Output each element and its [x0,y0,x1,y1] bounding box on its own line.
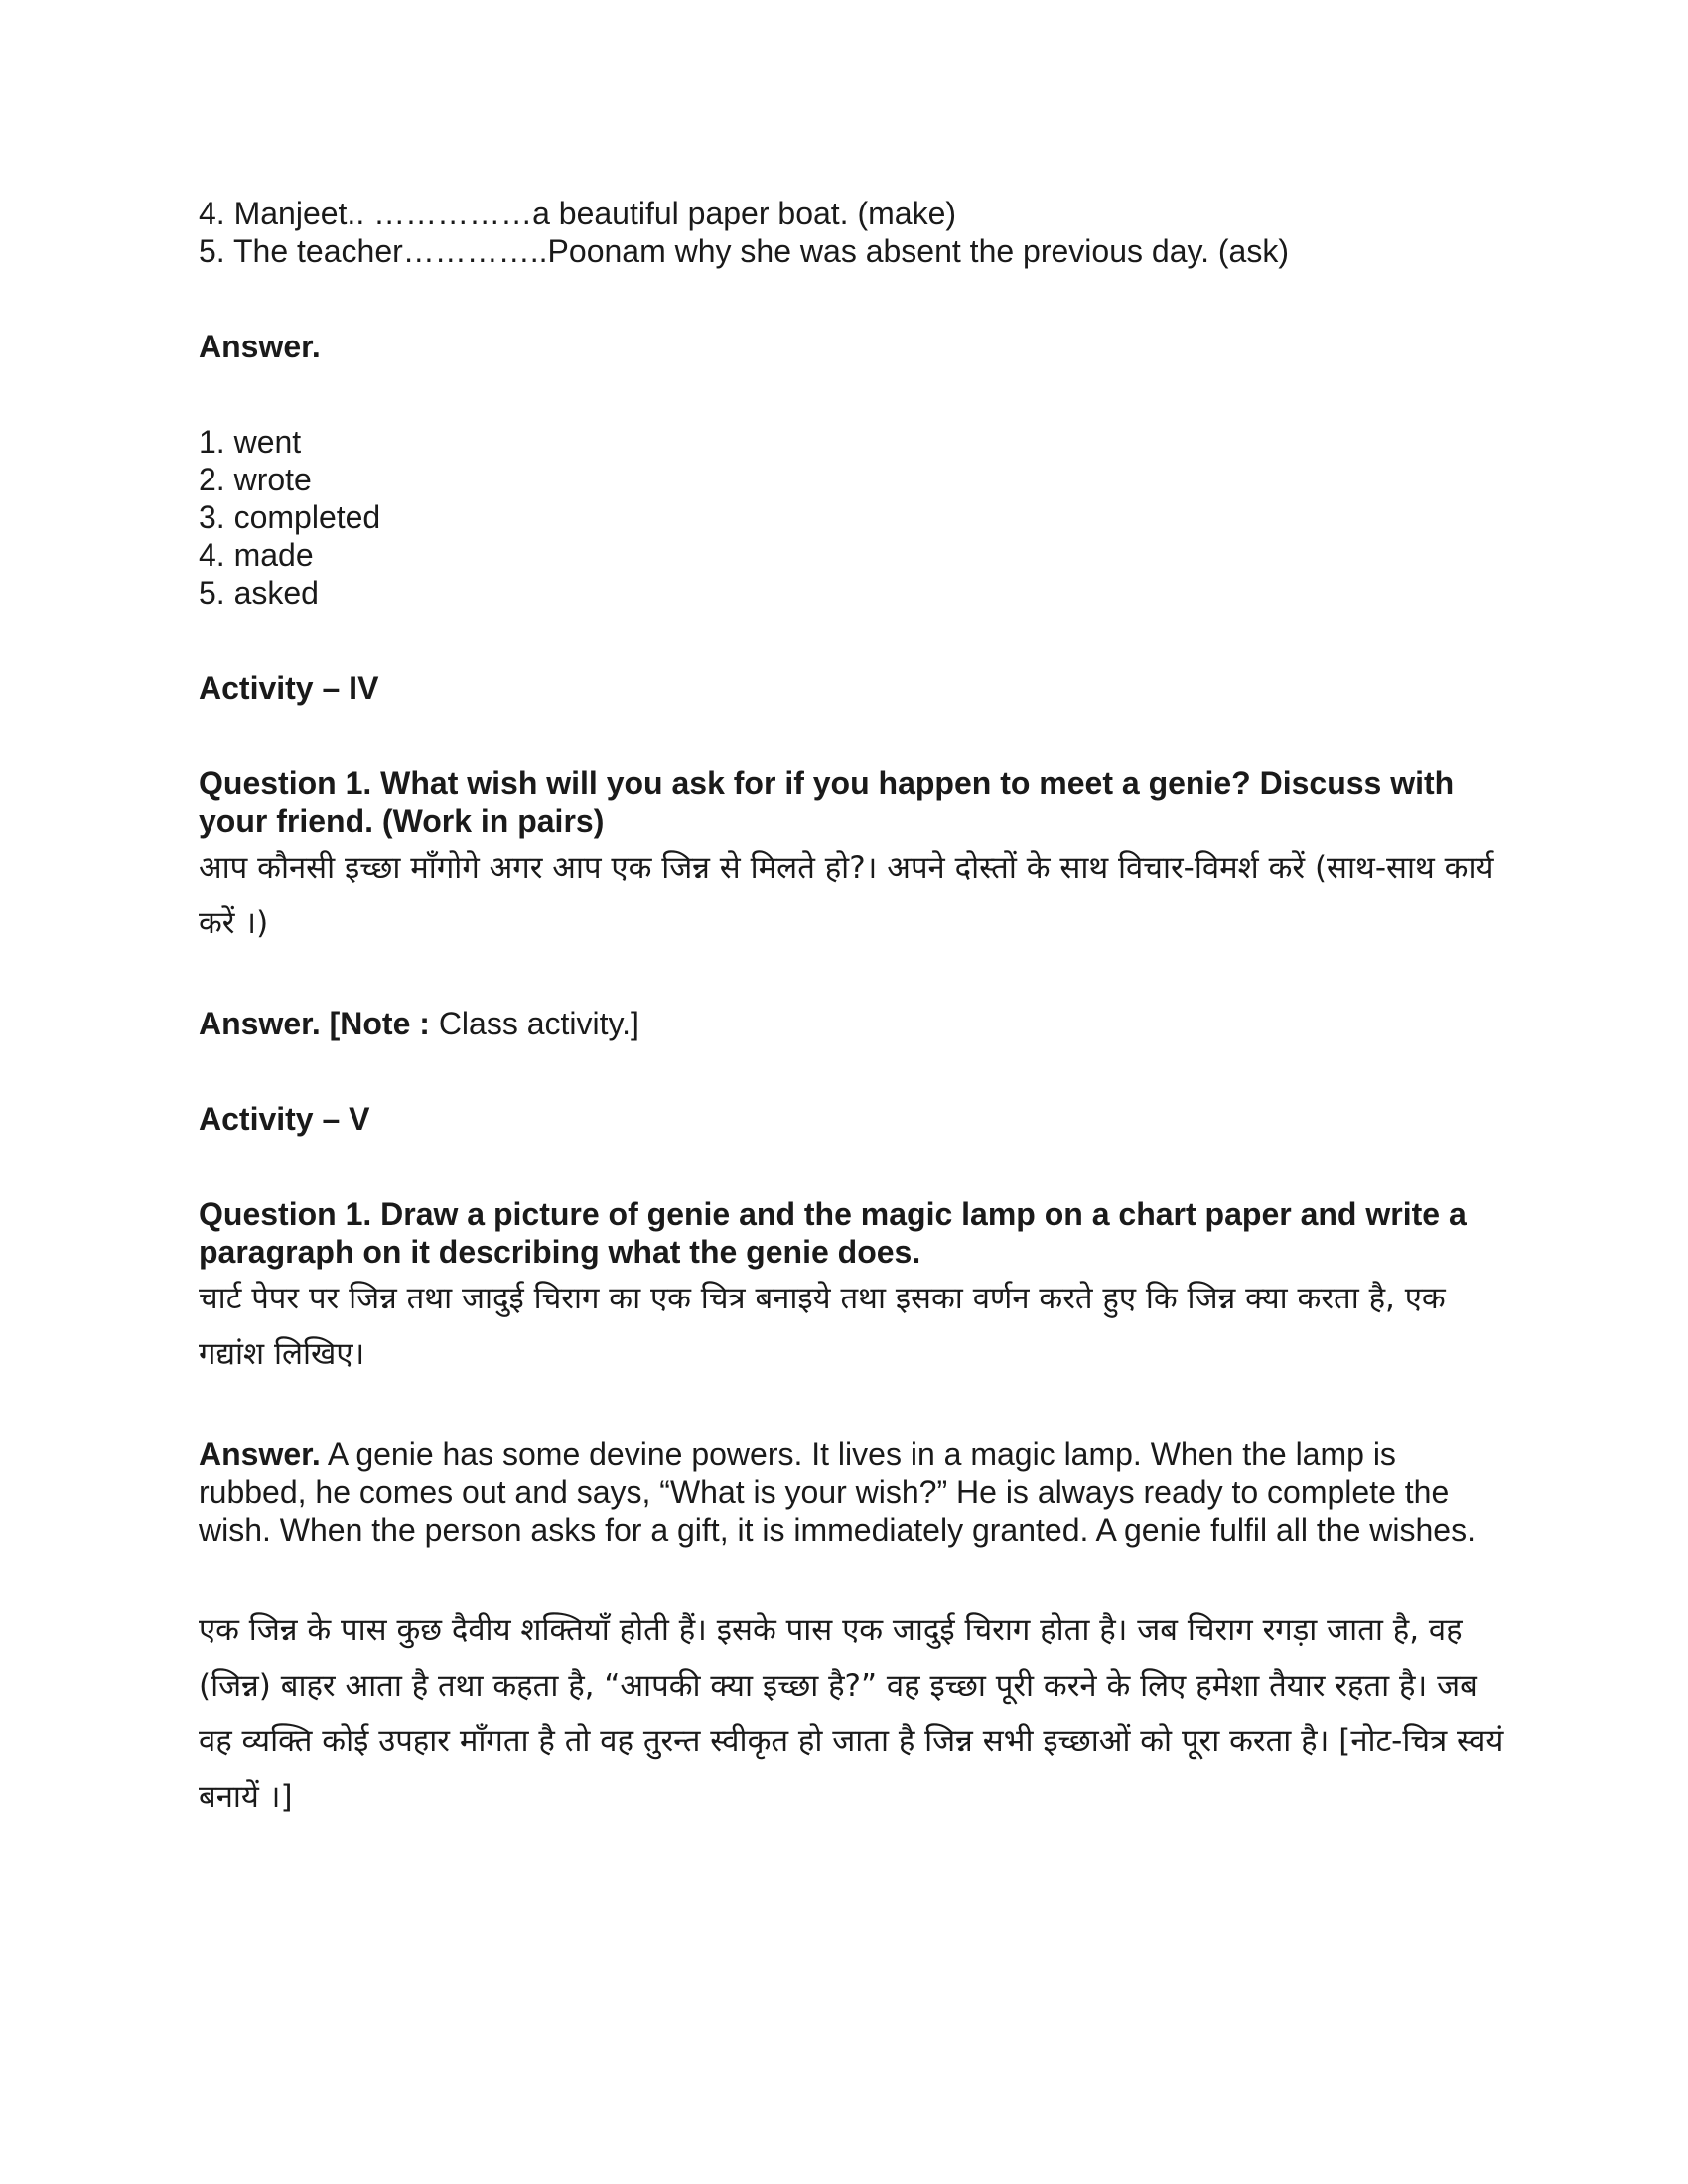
answer-list [199,423,1509,612]
activity-v-answer-text: A genie has some devine powers. It lives in a magic lamp. When the lamp is rubbed, he comes out and says, “What is your wish?” He is always ready to complete the wish. When the person asks for a gift, it is immediately granted. A genie fulfil all the wishes. [199,1436,1476,1548]
activity-v-answer [199,1435,1509,1549]
answer-item: 4. made [199,537,314,573]
activity-v-title: Activity – V [199,1101,370,1137]
document-page [199,195,1509,1825]
activity-iv-question-hindi: आप कौनसी इच्छा माँगोगे अगर आप एक जिन्न से मिलते हो?। अपने दोस्तों के साथ विचार-विमर्श करें (साथ-साथ कार्य करें ।) [199,850,1494,941]
activity-iv-note-label: [Note : [329,1006,430,1041]
exercise-item-4: 4. Manjeet.. ……………a beautiful paper boat. (make) [199,196,957,231]
activity-v-question-hindi: चार्ट पेपर पर जिन्न तथा जादुई चिराग का एक चित्र बनाइये तथा इसका वर्णन करते हुए कि जिन्न क्या करता है, एक गद्यांश लिखिए। [199,1281,1446,1372]
answer-item: 2. wrote [199,462,312,497]
answer-item: 3. completed [199,499,381,535]
activity-iv-answer-label: Answer. [199,1006,321,1041]
activity-v-question: Question 1. Draw a picture of genie and the magic lamp on a chart paper and write a paragraph on it describing what the genie does. [199,1196,1467,1270]
answer-item: 1. went [199,424,302,460]
activity-v-answer-hindi: एक जिन्न के पास कुछ दैवीय शक्तियाँ होती हैं। इसके पास एक जादुई चिराग होता है। जब चिराग रगड़ा जाता है, वह (जिन्न) बाहर आता है तथा कहता है, “आपकी क्या इच्छा है?” वह इच्छा पूरी करने के लिए हमेशा तैयार रहता है। जब वह व्यक्ति कोई उपहार माँगता है तो वह तुरन्त स्वीकृत हो जाता है जिन्न सभी इच्छाओं को पूरा करता है। [नोट-चित्र स्वयं बनायें ।] [199,1612,1504,1815]
activity-iv-answer [199,1005,1509,1042]
answer-item: 5. asked [199,575,319,611]
activity-v-answer-label: Answer. [199,1436,321,1472]
activity-iv-note-text: Class activity.] [429,1006,639,1041]
exercise-item-5: 5. The teacher…………..Poonam why she was absent the previous day. (ask) [199,233,1289,269]
answer-heading: Answer. [199,329,321,364]
activity-iv-title: Activity – IV [199,670,379,706]
activity-iv-question: Question 1. What wish will you ask for if you happen to meet a genie? Discuss with your friend. (Work in pairs) [199,765,1455,839]
